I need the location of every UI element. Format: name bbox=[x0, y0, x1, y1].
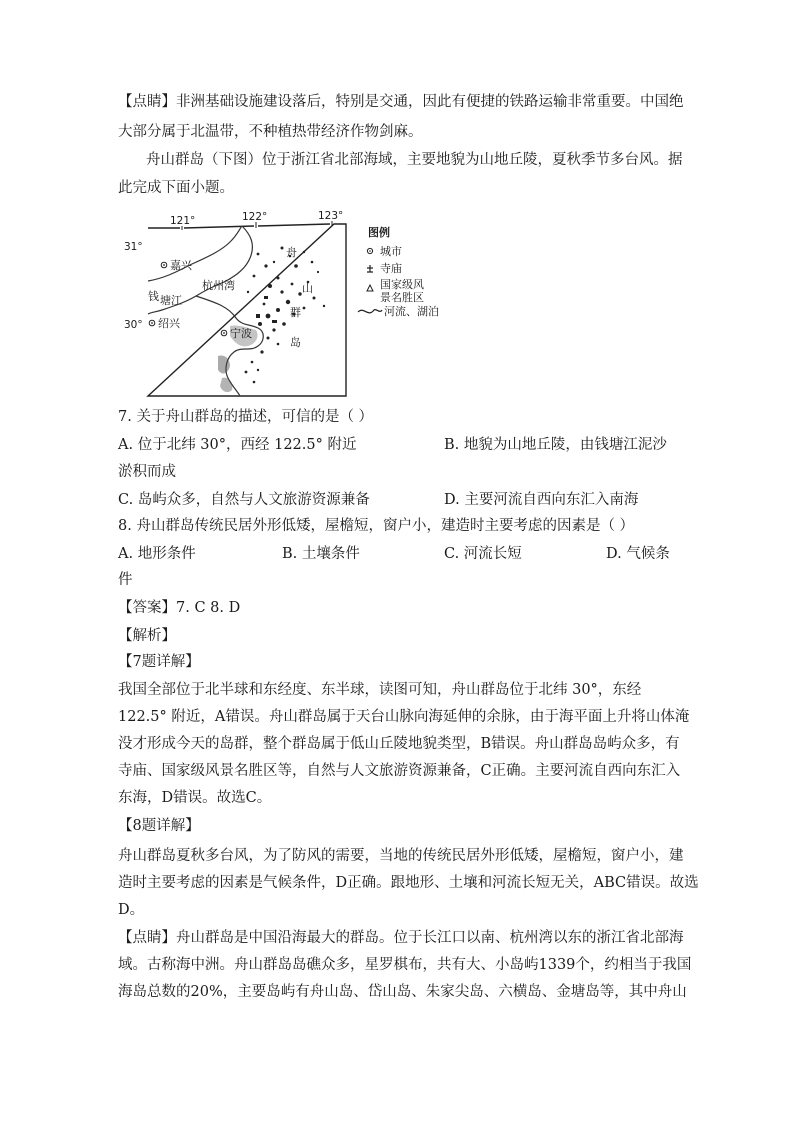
q7-option-b: B. 地貌为山地丘陵，由钱塘江泥沙 bbox=[444, 437, 667, 453]
legend-city: 城市 bbox=[380, 245, 402, 258]
dianjing-line-2: 域。古称海中洲。舟山群岛岛礁众多，星罗棋布，共有大、小岛屿1339个，约相当于我国 bbox=[118, 957, 692, 973]
q8-option-b: B. 土壤条件 bbox=[282, 546, 360, 562]
dianjing-line-1: 【点睛】舟山群岛是中国沿海最大的群岛。位于长江口以南、杭州湾以东的浙江省北部海 bbox=[118, 930, 684, 946]
q8-detail-heading: 【8题详解】 bbox=[118, 818, 200, 834]
scenic-icon bbox=[367, 285, 373, 291]
q7-detail-line-5: 东海，D错误。故选C。 bbox=[118, 790, 272, 806]
river-icon bbox=[358, 310, 382, 313]
q7-detail-line-2: 122.5° 附近，A错误。舟山群岛属于天台山脉向海延伸的余脉，由于海平面上升将山体淹 bbox=[118, 709, 690, 725]
legend-title: 图例 bbox=[368, 226, 390, 239]
lat-label-30: 30° bbox=[124, 319, 143, 331]
temple-icon bbox=[367, 265, 373, 272]
q7-detail-line-3: 没才形成今天的岛群，整个群岛属于低山丘陵地貌类型，B错误。舟山群岛岛屿众多，有 bbox=[118, 736, 680, 752]
analysis-heading: 【解析】 bbox=[118, 628, 176, 644]
city-ningbo: 宁波 bbox=[230, 327, 252, 340]
label-qun: 群 bbox=[290, 306, 301, 319]
legend-temple: 寺庙 bbox=[380, 262, 402, 275]
dianjing-line-3: 海岛总数的20%，主要岛屿有舟山岛、岱山岛、朱家尖岛、六横岛、金塘岛等，其中舟山 bbox=[118, 984, 687, 1000]
islands bbox=[245, 247, 326, 384]
legend-scenic-2: 景名胜区 bbox=[380, 291, 424, 304]
legend-scenic-1: 国家级风 bbox=[380, 278, 424, 291]
lon-label-122: 122° bbox=[242, 211, 268, 223]
label-hangzhouwan: 杭州湾 bbox=[202, 279, 235, 292]
answer-line: 【答案】7. C 8. D bbox=[118, 600, 241, 616]
label-dao: 岛 bbox=[290, 336, 301, 349]
note-line-2: 大部分属于北温带，不种植热带经济作物剑麻。 bbox=[118, 124, 423, 140]
lon-label-121: 121° bbox=[170, 215, 196, 227]
q8-option-d-cont: 件 bbox=[118, 572, 133, 588]
q7-detail-line-4: 寺庙、国家级风景名胜区等，自然与人文旅游资源兼备，C正确。主要河流自西向东汇入 bbox=[118, 763, 681, 779]
question-8: 8. 舟山群岛传统民居外形低矮，屋檐短，窗户小，建造时主要考虑的因素是（ ） bbox=[118, 518, 635, 534]
q8-detail-line-3: D。 bbox=[118, 902, 145, 918]
zhoushan-map bbox=[118, 206, 458, 398]
q8-option-a: A. 地形条件 bbox=[118, 546, 196, 562]
q7-option-c: C. 岛屿众多，自然与人文旅游资源兼备 bbox=[118, 492, 370, 508]
note-line-1: 【点睛】非洲基础设施建设落后，特别是交通，因此有便捷的铁路运输非常重要。中国绝 bbox=[118, 94, 684, 110]
label-shan: 山 bbox=[302, 282, 313, 295]
question-7: 7. 关于舟山群岛的描述，可信的是（ ） bbox=[118, 409, 374, 425]
label-tangjiang: 塘江 bbox=[160, 294, 182, 307]
q7-option-b-cont: 淤积而成 bbox=[118, 464, 176, 480]
q7-option-d: D. 主要河流自西向东汇入南海 bbox=[444, 492, 639, 508]
q8-option-d: D. 气候条 bbox=[606, 546, 670, 562]
label-zhou: 舟 bbox=[286, 246, 297, 259]
q8-detail-line-1: 舟山群岛夏秋多台风，为了防风的需要，当地的传统民居外形低矮，屋檐短，窗户小，建 bbox=[118, 848, 684, 864]
label-qian: 钱 bbox=[148, 290, 159, 303]
city-jiaxing: 嘉兴 bbox=[170, 259, 192, 272]
intro-line-2: 此完成下面小题。 bbox=[118, 180, 234, 196]
lon-label-123: 123° bbox=[318, 210, 344, 222]
q7-option-a: A. 位于北纬 30°，西经 122.5° 附近 bbox=[118, 437, 357, 453]
q7-detail-line-1: 我国全部位于北半球和东经度、东半球，读图可知，舟山群岛位于北纬 30°，东经 bbox=[118, 682, 642, 698]
lat-label-31: 31° bbox=[124, 241, 143, 253]
q7-detail-heading: 【7题详解】 bbox=[118, 654, 200, 670]
city-shaoxing: 绍兴 bbox=[158, 317, 180, 330]
q8-detail-line-2: 造时主要考虑的因素是气候条件，D正确。跟地形、土壤和河流长短无关，ABC错误。故选 bbox=[118, 875, 699, 891]
legend-river: 河流、湖泊 bbox=[384, 305, 439, 318]
intro-line-1: 舟山群岛（下图）位于浙江省北部海域，主要地貌为山地丘陵，夏秋季节多台风。据 bbox=[146, 152, 683, 168]
q8-option-c: C. 河流长短 bbox=[444, 546, 522, 562]
